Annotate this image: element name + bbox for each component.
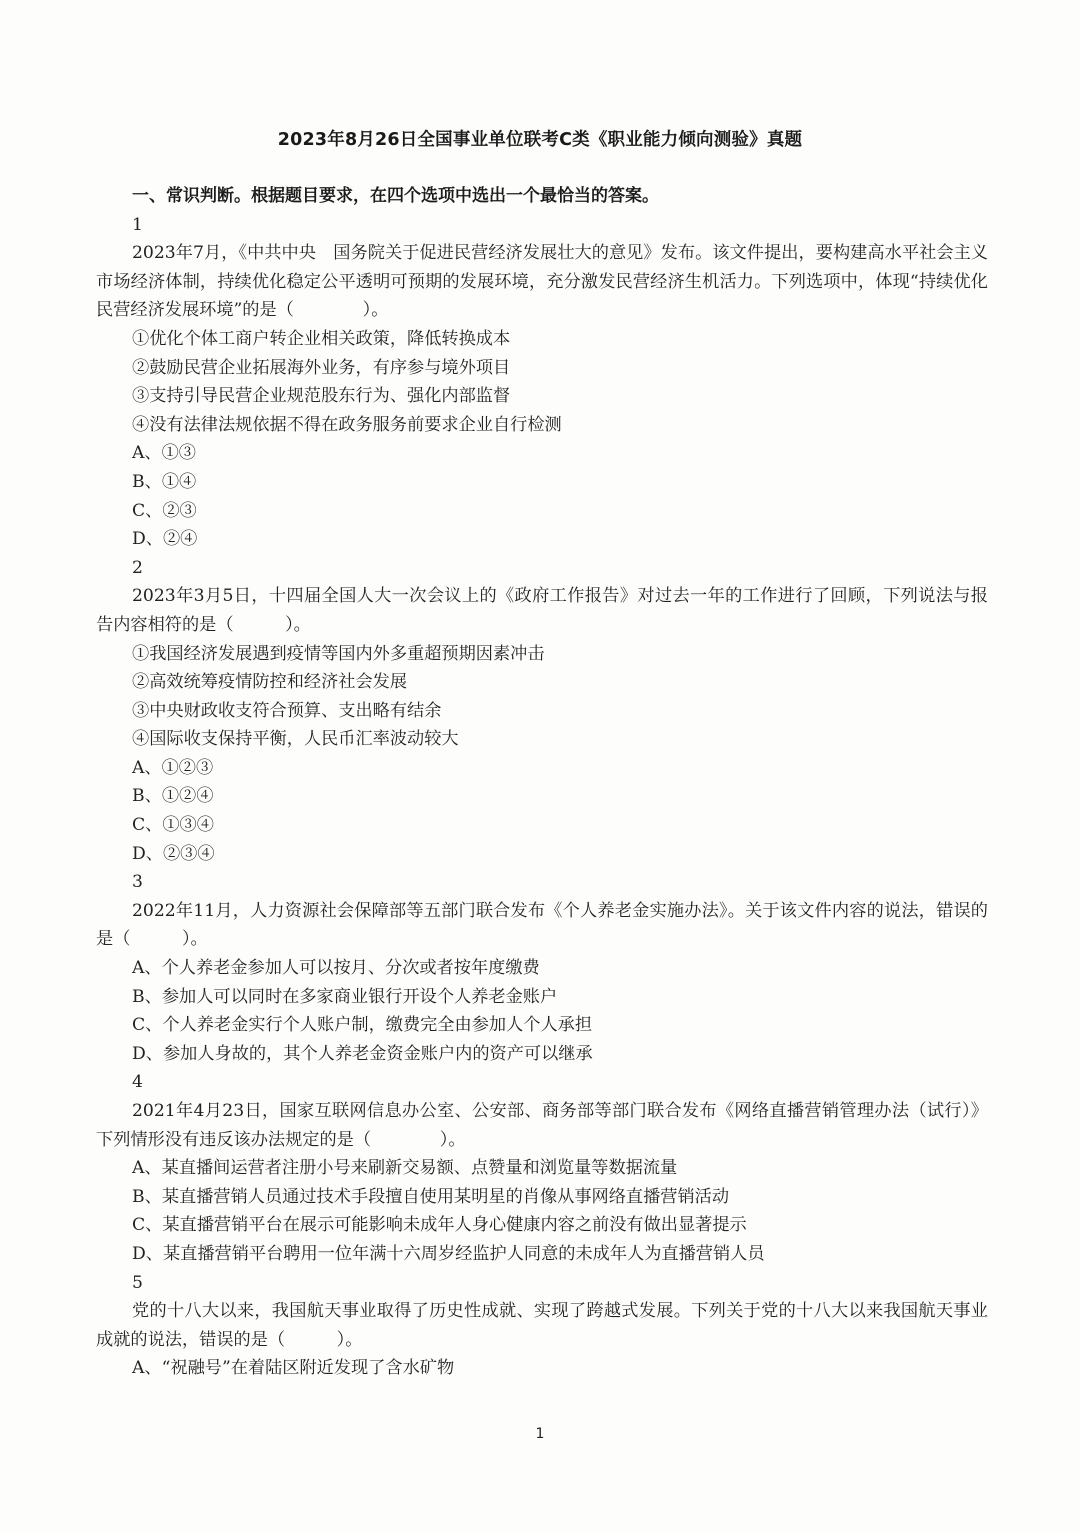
section-heading: 一、常识判断。根据题目要求，在四个选项中选出一个最恰当的答案。 [132, 186, 659, 206]
answer-option: C、②③ [132, 500, 197, 521]
answer-option: B、某直播营销人员通过技术手段擅自使用某明星的肖像从事网络直播营销活动 [132, 1186, 730, 1207]
question-stem: 党的十八大以来，我国航天事业取得了历史性成就、实现了跨越式发展。下列关于党的十八大以来我国航天事业成就的说法，错误的是（ ）。 [96, 1301, 988, 1350]
page-title: 2023年8月26日全国事业单位联考C类《职业能力倾向测验》真题 [277, 130, 803, 150]
statement-item: ④国际收支保持平衡，人民币汇率波动较大 [132, 729, 459, 750]
question-number: 4 [132, 1072, 143, 1093]
answer-option: A、①③ [132, 443, 196, 464]
question-number: 5 [132, 1272, 143, 1293]
answer-option: C、个人养老金实行个人账户制，缴费完全由参加人个人承担 [132, 1015, 593, 1036]
question-stem: 2021年4月23日，国家互联网信息办公室、公安部、商务部等部门联合发布《网络直播营销管理办法（试行）》下列情形没有违反该办法规定的是（ ）。 [96, 1101, 988, 1150]
answer-option: A、个人养老金参加人可以按月、分次或者按年度缴费 [132, 958, 540, 979]
document-body [96, 182, 988, 1383]
question-number: 1 [132, 214, 143, 235]
question-number: 3 [132, 872, 143, 893]
question-stem: 2023年3月5日，十四届全国人大一次会议上的《政府工作报告》对过去一年的工作进行了回顾，下列说法与报告内容相符的是（ ）。 [96, 586, 988, 635]
statement-item: ③中央财政收支符合预算、支出略有结余 [132, 700, 442, 721]
statement-item: ①优化个体工商户转企业相关政策，降低转换成本 [132, 328, 511, 349]
answer-option: B、①②④ [132, 786, 214, 807]
question-4 [96, 1068, 988, 1268]
answer-option: C、某直播营销平台在展示可能影响未成年人身心健康内容之前没有做出显著提示 [132, 1215, 747, 1236]
answer-option: C、①③④ [132, 815, 214, 836]
answer-option: D、②③④ [132, 843, 215, 864]
statement-item: ②鼓励民营企业拓展海外业务，有序参与境外项目 [132, 357, 511, 378]
answer-option: D、②④ [132, 529, 198, 550]
question-3 [96, 868, 988, 1068]
statement-item: ④没有法律法规依据不得在政务服务前要求企业自行检测 [132, 414, 562, 435]
question-number: 2 [132, 557, 143, 578]
answer-option: D、某直播营销平台聘用一位年满十六周岁经监护人同意的未成年人为直播营销人员 [132, 1243, 765, 1264]
answer-option: A、某直播间运营者注册小号来刷新交易额、点赞量和浏览量等数据流量 [132, 1158, 678, 1179]
question-1 [96, 211, 988, 554]
question-stem: 2022年11月，人力资源社会保障部等五部门联合发布《个人养老金实施办法》。关于该文件内容的说法，错误的是（ ）。 [96, 900, 988, 950]
answer-option: D、参加人身故的，其个人养老金资金账户内的资产可以继承 [132, 1043, 593, 1064]
statement-item: ②高效统筹疫情防控和经济社会发展 [132, 672, 408, 693]
answer-option: B、参加人可以同时在多家商业银行开设个人养老金账户 [132, 986, 558, 1007]
question-5 [96, 1269, 988, 1383]
answer-option: A、“祝融号”在着陆区附近发现了含水矿物 [132, 1358, 455, 1379]
statement-item: ③支持引导民营企业规范股东行为、强化内部监督 [132, 386, 511, 407]
statement-item: ①我国经济发展遇到疫情等国内外多重超预期因素冲击 [132, 643, 545, 664]
question-2 [96, 554, 988, 869]
page-number: 1 [535, 1426, 545, 1442]
answer-option: B、①④ [132, 471, 197, 492]
answer-option: A、①②③ [132, 757, 214, 778]
question-stem: 2023年7月，《中共中央 国务院关于促进民营经济发展壮大的意见》发布。该文件提出，要构建高水平社会主义市场经济体制，持续优化稳定公平透明可预期的发展环境，充分激发民营经济生机活力。下列选项中，体现“持续优化民营经济发展环境”的是（ ）。 [96, 243, 988, 321]
